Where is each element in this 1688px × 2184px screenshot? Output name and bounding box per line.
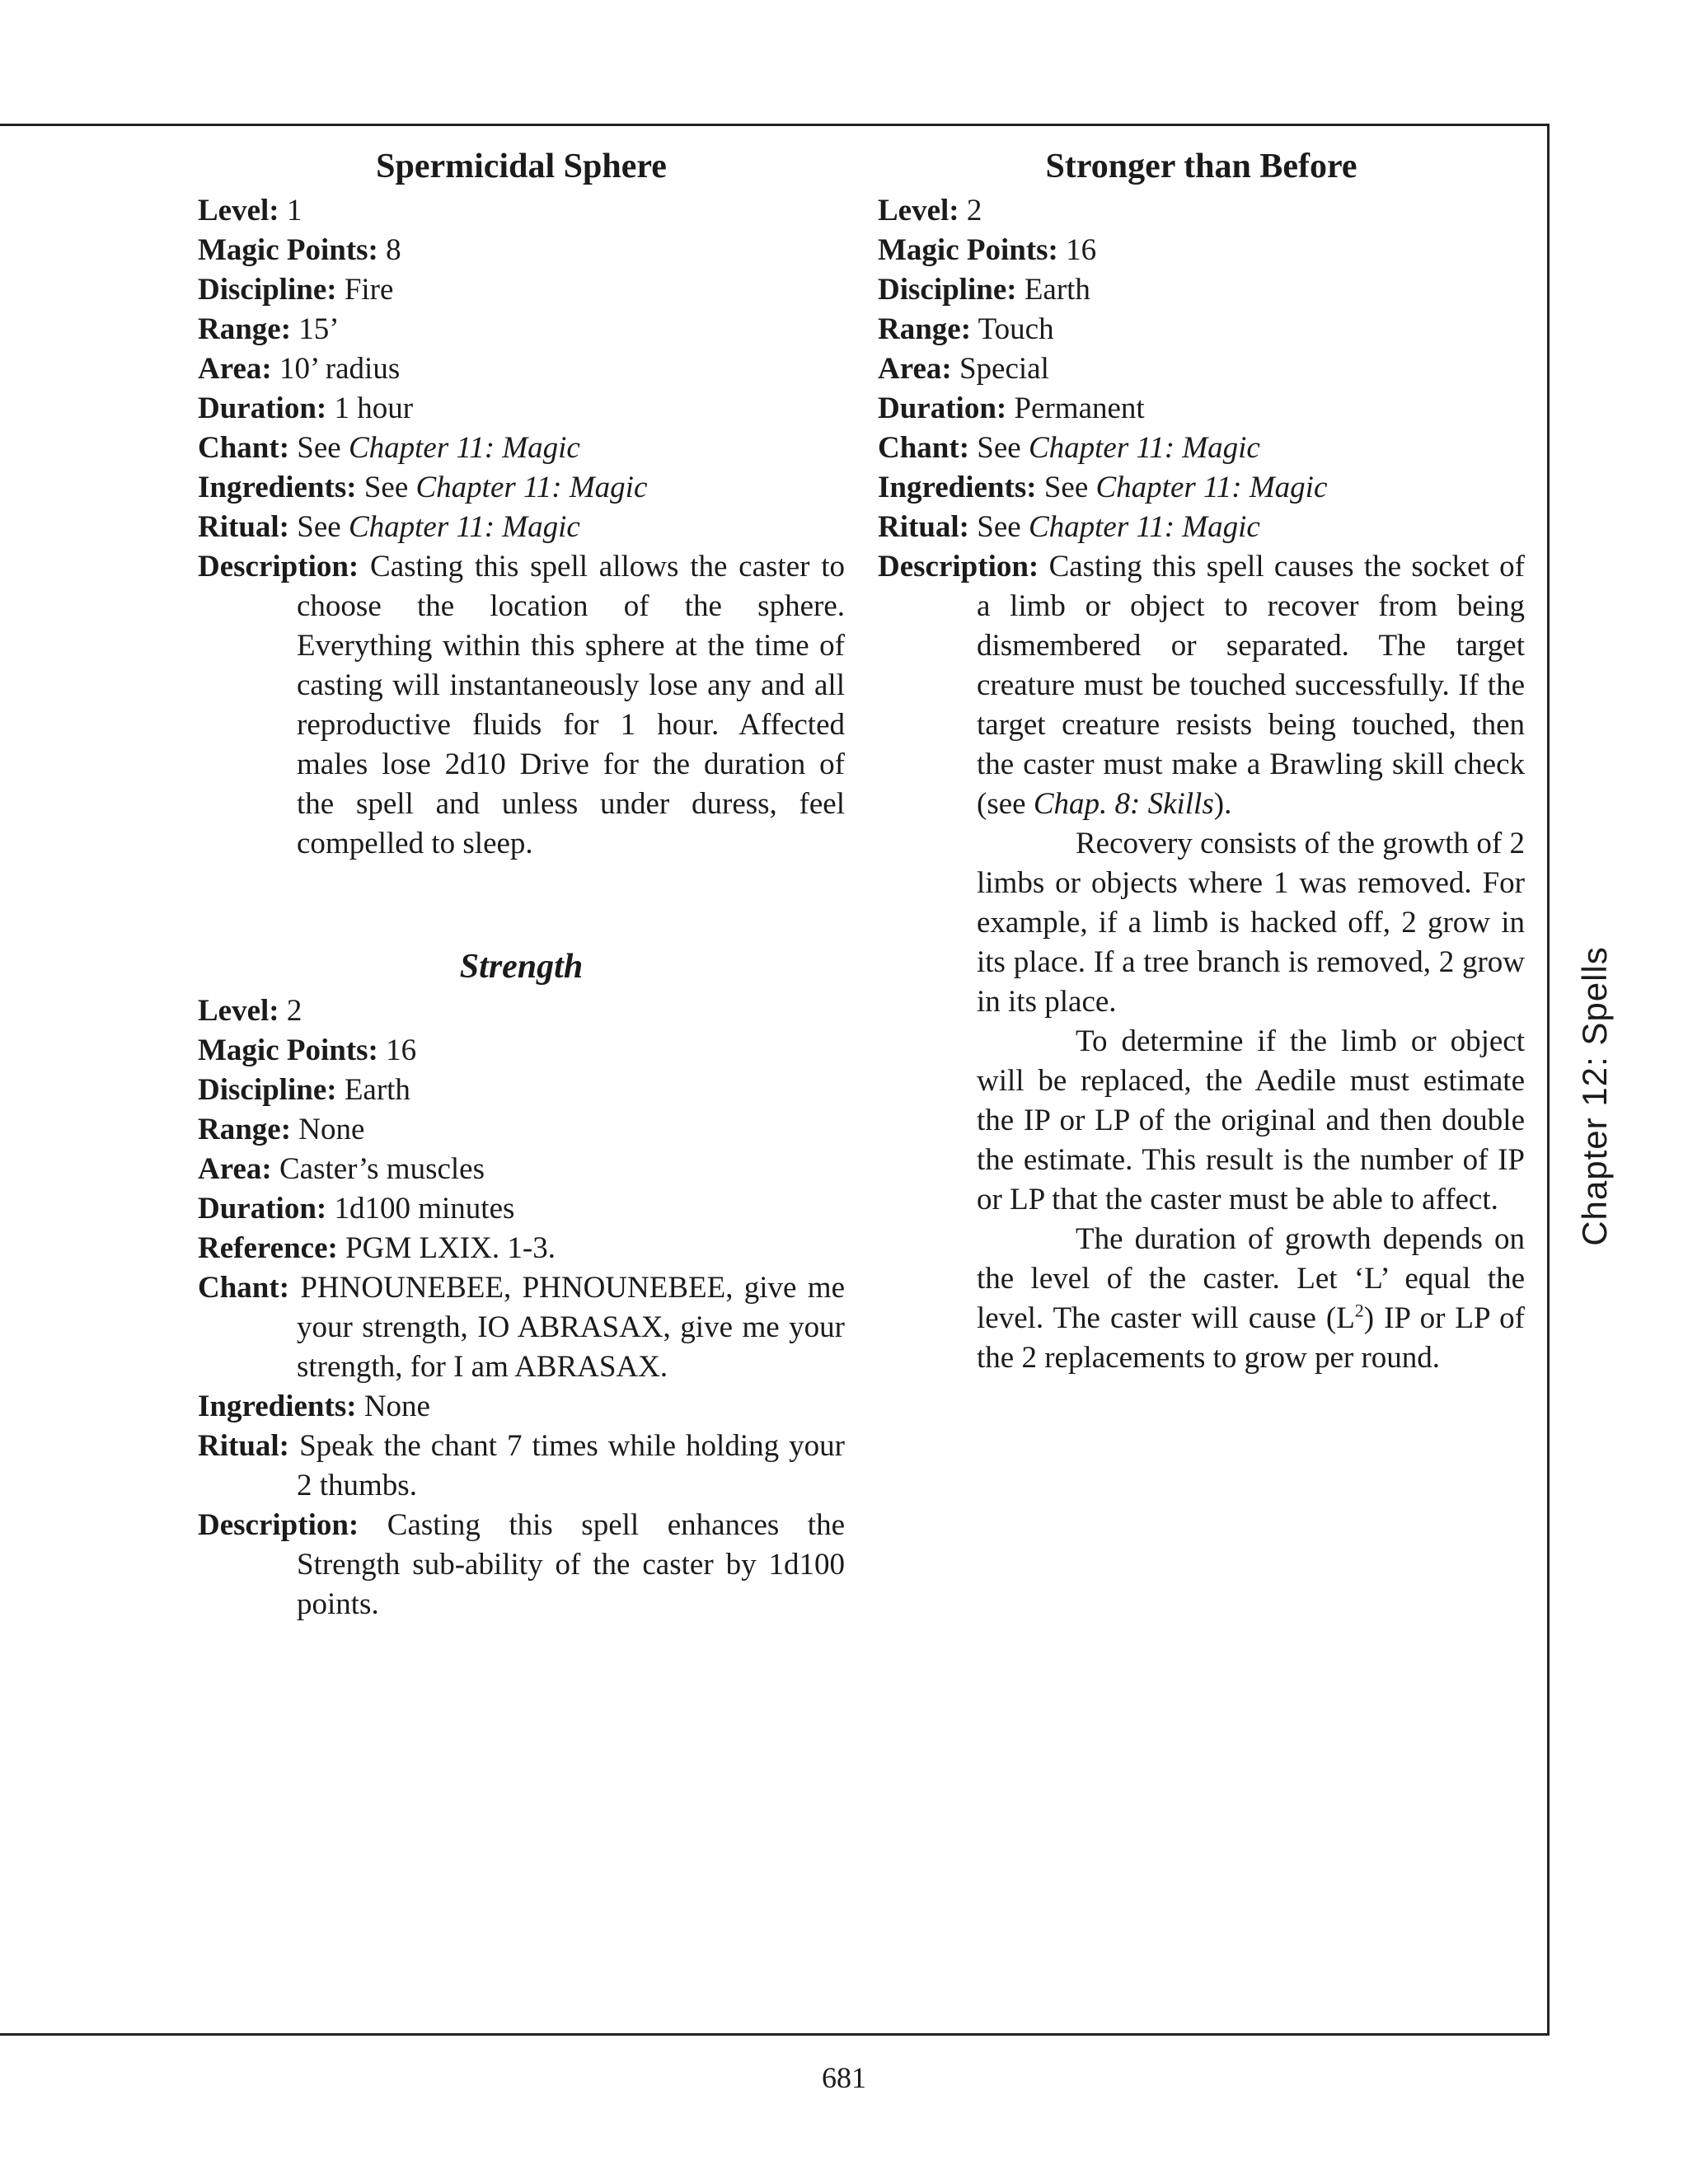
stat-magic-points: Magic Points: 16 [198,1033,417,1067]
stat-chant: Chant: See Chapter 11: Magic [198,431,580,465]
stat-reference: Reference: PGM LXIX. 1-3. [198,1231,556,1265]
left-column [198,142,845,1624]
stat-duration: Duration: 1d100 minutes [198,1192,515,1226]
spell-title: Spermicidal Sphere [376,148,667,185]
stat-discipline: Discipline: Fire [198,273,394,307]
right-column [878,142,1525,1378]
stat-discipline: Discipline: Earth [878,273,1090,307]
stat-level: Level: 2 [878,194,982,227]
stat-area: Area: Special [878,352,1049,386]
stat-area: Area: 10’ radius [198,352,401,386]
description-paragraph: The duration of growth depends on the level of the caster. Let ‘L’ equal the level. The caster will cause $(L^2)$ IP or LP of the 2 replacements to grow per round. [977,1222,1525,1375]
stat-magic-points: Magic Points: 8 [198,233,401,267]
page-number: 681 [822,2061,866,2094]
stat-ritual: Ritual: Speak the chant 7 times while holding your 2 thumbs. [198,1429,845,1502]
spell-entry-strength [198,942,845,1624]
stat-chant: Chant: PHNOUNEBEE, PHNOUNEBEE, give me your strength, IO ABRASAX, give me your strength, for I am ABRASAX. [198,1271,845,1384]
spell-entry-spermicidal-sphere [198,142,845,864]
stat-duration: Duration: Permanent [878,391,1145,425]
stat-range: Range: 15’ [198,312,340,346]
stat-level: Level: 1 [198,194,302,227]
stat-range: Range: Touch [878,312,1054,346]
spell-entry-stronger-than-before [878,142,1525,1378]
spell-title: Stronger than Before [1045,148,1357,185]
description-paragraph: Recovery consists of the growth of 2 limbs or objects where 1 was removed. For example, if a limb is hacked off, 2 grow in its place. If a tree branch is removed, 2 grow in its place. [977,827,1525,1019]
stat-ingredients: Ingredients: None [198,1390,430,1423]
stat-description: Description: Casting this spell enhances the Strength sub-ability of the caster by 1d100 points. [198,1508,845,1621]
stat-ritual: Ritual: See Chapter 11: Magic [878,510,1260,544]
chapter-side-tab [1570,948,1620,1244]
stat-discipline: Discipline: Earth [198,1073,410,1107]
stat-chant: Chant: See Chapter 11: Magic [878,431,1260,465]
stat-ritual: Ritual: See Chapter 11: Magic [198,510,580,544]
stat-area: Area: Caster’s muscles [198,1152,485,1186]
spell-title: Strength [459,948,584,986]
stat-duration: Duration: 1 hour [198,391,414,425]
description-paragraph: To determine if the limb or object will be replaced, the Aedile must estimate the IP or LP of the original and then double the estimate. This result is the number of IP or LP that the caster must be able to affect. [977,1024,1525,1216]
stat-range: Range: None [198,1113,365,1146]
stat-level: Level: 2 [198,994,302,1028]
chapter-side-tab-label: Chapter 12: Spells [1575,946,1615,1246]
stat-ingredients: Ingredients: See Chapter 11: Magic [878,471,1328,504]
stat-ingredients: Ingredients: See Chapter 11: Magic [198,471,648,504]
stat-magic-points: Magic Points: 16 [878,233,1097,267]
stat-description: Description: Casting this spell causes the socket of a limb or object to recover from being dismembered or separated. The target creature must be touched successfully. If the target creature resists being touched, then the caster must make a Brawling skill check (see Chap. 8: Skills). [878,550,1526,821]
stat-description: Description: Casting this spell allows the caster to choose the location of the sphere. Everything within this sphere at the time of casting will instantaneously lose any and all reproductive fluids for 1 hour. Affected males lose 2d10 Drive for the duration of the spell and unless under duress, feel compelled to sleep. [198,550,846,860]
spacer [198,864,845,942]
